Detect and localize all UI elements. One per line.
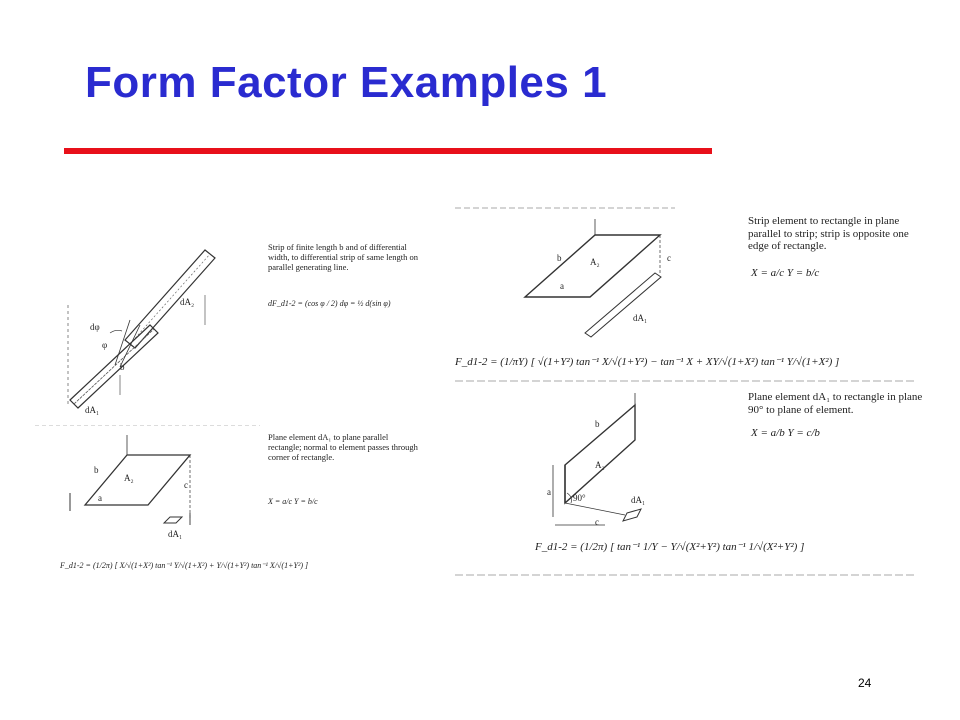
page-number: 24: [858, 676, 872, 690]
element-to-rectangle-perpendicular-diagram: [455, 385, 745, 530]
figure-element-to-rectangle-perpendicular: [455, 385, 925, 585]
label-b: b: [94, 465, 99, 475]
label-a: a: [98, 493, 102, 503]
strip-to-rectangle-diagram: [455, 205, 745, 350]
label-dA1: dA₁: [631, 495, 646, 505]
label-dA1: dA₁: [168, 529, 183, 539]
element-to-rectangle-parallel-xy: X = a/c Y = b/c: [268, 497, 318, 506]
label-c: c: [184, 480, 188, 490]
strip-to-strip-diagram: [30, 225, 260, 425]
strip-to-rectangle-xy: X = a/c Y = b/c: [751, 267, 820, 279]
label-A2: A₂: [590, 257, 600, 267]
label-b: b: [120, 362, 125, 372]
element-to-rectangle-parallel-diagram: [30, 425, 270, 555]
label-dA1: dA₁: [85, 405, 100, 415]
element-to-rectangle-perpendicular-equation: F_d1-2 = (1/2π) [ tan⁻¹ 1/Y − Y/√(X²+Y²) tan⁻¹ 1/√(X²+Y²) ]: [535, 541, 805, 553]
slide-title: Form Factor Examples 1: [85, 58, 608, 107]
strip-to-rectangle-equation: F_d1-2 = (1/πY) [ √(1+Y²) tan⁻¹ X/√(1+Y²) − tan⁻¹ X + XY/√(1+X²) tan⁻¹ Y/√(1+X²) ]: [455, 356, 840, 368]
label-c: c: [595, 517, 599, 527]
title-underline: [64, 148, 712, 154]
label-phi: φ: [102, 340, 108, 350]
element-to-rectangle-perpendicular-xy: X = a/b Y = c/b: [751, 427, 820, 439]
label-b: b: [557, 253, 562, 263]
label-A2: A₂: [595, 460, 605, 470]
figure-strip-to-rectangle: [455, 205, 925, 385]
label-dphi: dφ: [90, 322, 100, 332]
figure-element-to-rectangle-parallel: [30, 425, 430, 585]
strip-to-strip-description: Strip of finite length b and of differential width, to differential strip of same length on parallel generating line.: [268, 242, 418, 272]
element-to-rectangle-parallel-equation: F_d1-2 = (1/2π) [ X/√(1+X²) tan⁻¹ Y/√(1+X²) + Y/√(1+Y²) tan⁻¹ X/√(1+Y²) ]: [60, 561, 309, 570]
label-dA2: dA₂: [180, 297, 195, 307]
label-b: b: [595, 419, 600, 429]
equation-divider: [455, 377, 925, 385]
label-c: c: [667, 253, 671, 263]
equation-divider: [455, 571, 925, 579]
label-a: a: [547, 487, 551, 497]
label-dA1: dA₁: [633, 313, 648, 323]
strip-to-rectangle-description: Strip element to rectangle in plane parallel to strip; strip is opposite one edge of rectangle.: [748, 215, 909, 253]
label-A2: A₂: [124, 473, 134, 483]
element-to-rectangle-parallel-description: Plane element dA₁ to plane parallel rectangle; normal to element passes through corner of rectangle.: [268, 432, 418, 462]
strip-to-strip-equation: dF_d1-2 = (cos φ / 2) dφ = ½ d(sin φ): [268, 299, 391, 308]
label-a: a: [560, 281, 564, 291]
label-angle: 90°: [573, 493, 586, 503]
element-to-rectangle-perpendicular-description: Plane element dA₁ to rectangle in plane 90° to plane of element.: [748, 391, 923, 416]
figure-strip-to-strip: [30, 225, 418, 425]
